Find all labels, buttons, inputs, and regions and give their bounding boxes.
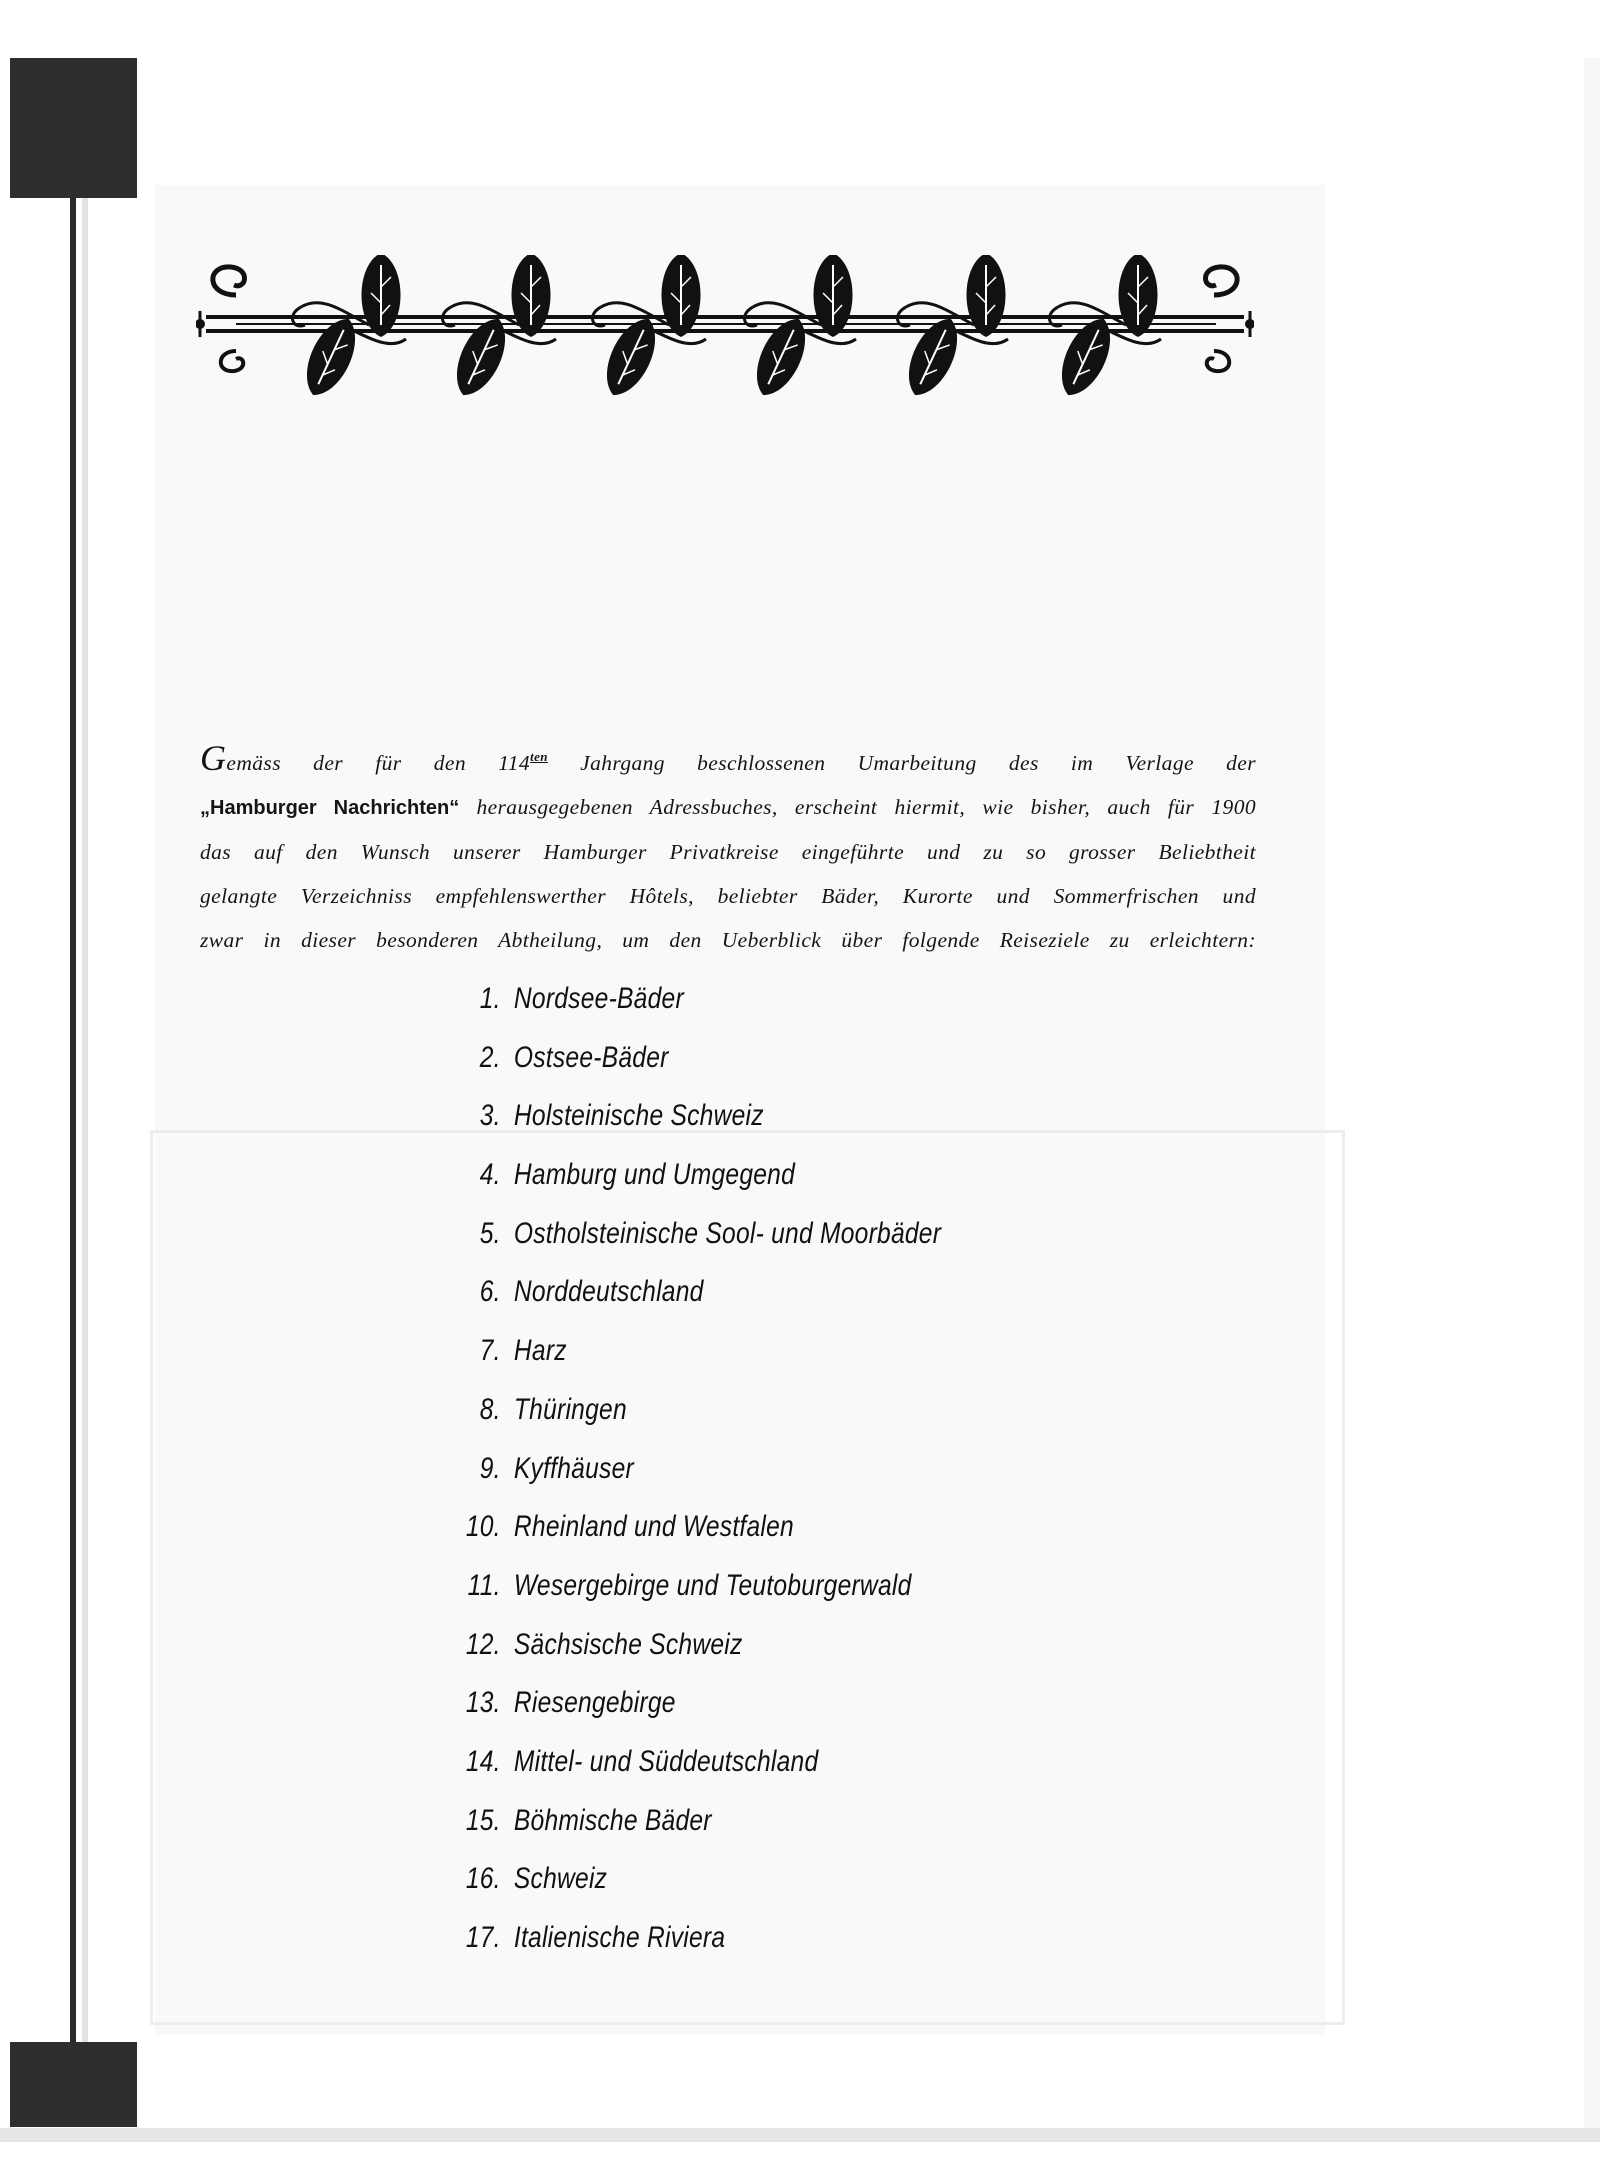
destination-item xyxy=(445,1452,941,1511)
destination-number: 4. xyxy=(479,1158,501,1192)
destination-name: Wesergebirge und Teutoburgerwald xyxy=(513,1568,912,1602)
destination-item xyxy=(445,1510,941,1569)
destination-item xyxy=(445,1393,941,1452)
book-spine xyxy=(70,198,76,2042)
destination-item xyxy=(445,1686,941,1745)
destination-number: 8. xyxy=(479,1392,501,1426)
destination-name: Riesengebirge xyxy=(513,1686,676,1720)
destination-name: Ostsee-Bäder xyxy=(513,1040,669,1074)
destination-number: 12. xyxy=(465,1627,501,1661)
intro-text-2: herausgegebenen Adressbuches, erscheint hiermit, wie bisher, auch für 1900 xyxy=(459,795,1256,819)
destination-item xyxy=(445,1158,941,1217)
newspaper-name: „Hamburger Nachrichten“ xyxy=(200,797,460,819)
destination-number: 17. xyxy=(465,1921,501,1954)
initial-letter: G xyxy=(200,738,227,778)
intro-line-3: das auf den Wunsch unserer Hamburger Privatkreise eingeführte und zu so grosser Beliebtheit xyxy=(200,840,1256,864)
destination-name: Schweiz xyxy=(513,1862,608,1896)
destination-item xyxy=(445,1099,941,1158)
destination-number: 3. xyxy=(479,1099,501,1133)
destination-item xyxy=(445,1334,941,1393)
destination-name: Rheinland und Westfalen xyxy=(513,1510,794,1544)
intro-line-1 xyxy=(200,735,1256,785)
destination-name: Ostholsteinische Sool- und Moorbäder xyxy=(513,1216,942,1250)
destination-name: Sächsische Schweiz xyxy=(513,1627,743,1661)
book-gutter xyxy=(82,198,88,2042)
intro-line-5: zwar in dieser besonderen Abtheilung, um den Ueberblick über folgende Reiseziele zu erleichtern: xyxy=(200,928,1256,952)
destination-name: Harz xyxy=(513,1334,567,1368)
destination-item xyxy=(445,1862,941,1921)
destination-number: 5. xyxy=(479,1216,501,1250)
intro-text-1a: emäss der für den 114 xyxy=(226,751,531,775)
book-binding-top xyxy=(10,58,137,198)
destination-name: Kyffhäuser xyxy=(513,1451,634,1485)
destination-name: Mittel- und Süddeutschland xyxy=(513,1744,819,1778)
destination-number: 6. xyxy=(479,1275,501,1309)
destination-number: 10. xyxy=(465,1510,501,1544)
intro-paragraph xyxy=(200,735,1256,962)
destination-name: Hamburg und Umgegend xyxy=(513,1158,796,1192)
destination-number: 15. xyxy=(465,1803,501,1837)
intro-line-2 xyxy=(200,785,1256,830)
destination-name: Norddeutschland xyxy=(513,1275,704,1309)
intro-text-1b: Jahrgang beschlossenen Umarbeitung des im Verlage der xyxy=(547,751,1256,775)
destination-name: Holsteinische Schweiz xyxy=(513,1099,764,1133)
destination-item xyxy=(445,1921,941,1980)
destination-item xyxy=(445,982,941,1041)
ordinal-suffix: ten xyxy=(530,749,548,764)
destination-item xyxy=(445,1745,941,1804)
destination-item xyxy=(445,1041,941,1100)
page-bottom-edge xyxy=(0,2128,1600,2142)
destination-name: Nordsee-Bäder xyxy=(513,982,684,1015)
destination-number: 1. xyxy=(479,982,501,1015)
destination-item xyxy=(445,1804,941,1863)
destination-item xyxy=(445,1628,941,1687)
destination-number: 2. xyxy=(479,1040,501,1074)
book-binding-bottom xyxy=(10,2042,137,2127)
destination-name: Böhmische Bäder xyxy=(513,1803,712,1837)
destination-number: 11. xyxy=(467,1568,501,1602)
destination-number: 7. xyxy=(479,1334,501,1368)
destination-name: Thüringen xyxy=(513,1392,627,1426)
intro-line-4: gelangte Verzeichniss empfehlenswerther Hôtels, beliebter Bäder, Kurorte und Sommerfrischen und xyxy=(200,884,1256,908)
destination-list xyxy=(445,982,1050,1980)
page-edge xyxy=(1584,58,1600,2128)
destination-number: 13. xyxy=(465,1686,501,1720)
destination-name: Italienische Riviera xyxy=(513,1921,726,1954)
destination-number: 9. xyxy=(479,1451,501,1485)
destination-number: 16. xyxy=(465,1862,501,1896)
destination-item xyxy=(445,1217,941,1276)
vine-leaf-border-icon xyxy=(196,255,1254,405)
destination-number: 14. xyxy=(465,1744,501,1778)
destination-item xyxy=(445,1275,941,1334)
destination-item xyxy=(445,1569,941,1628)
